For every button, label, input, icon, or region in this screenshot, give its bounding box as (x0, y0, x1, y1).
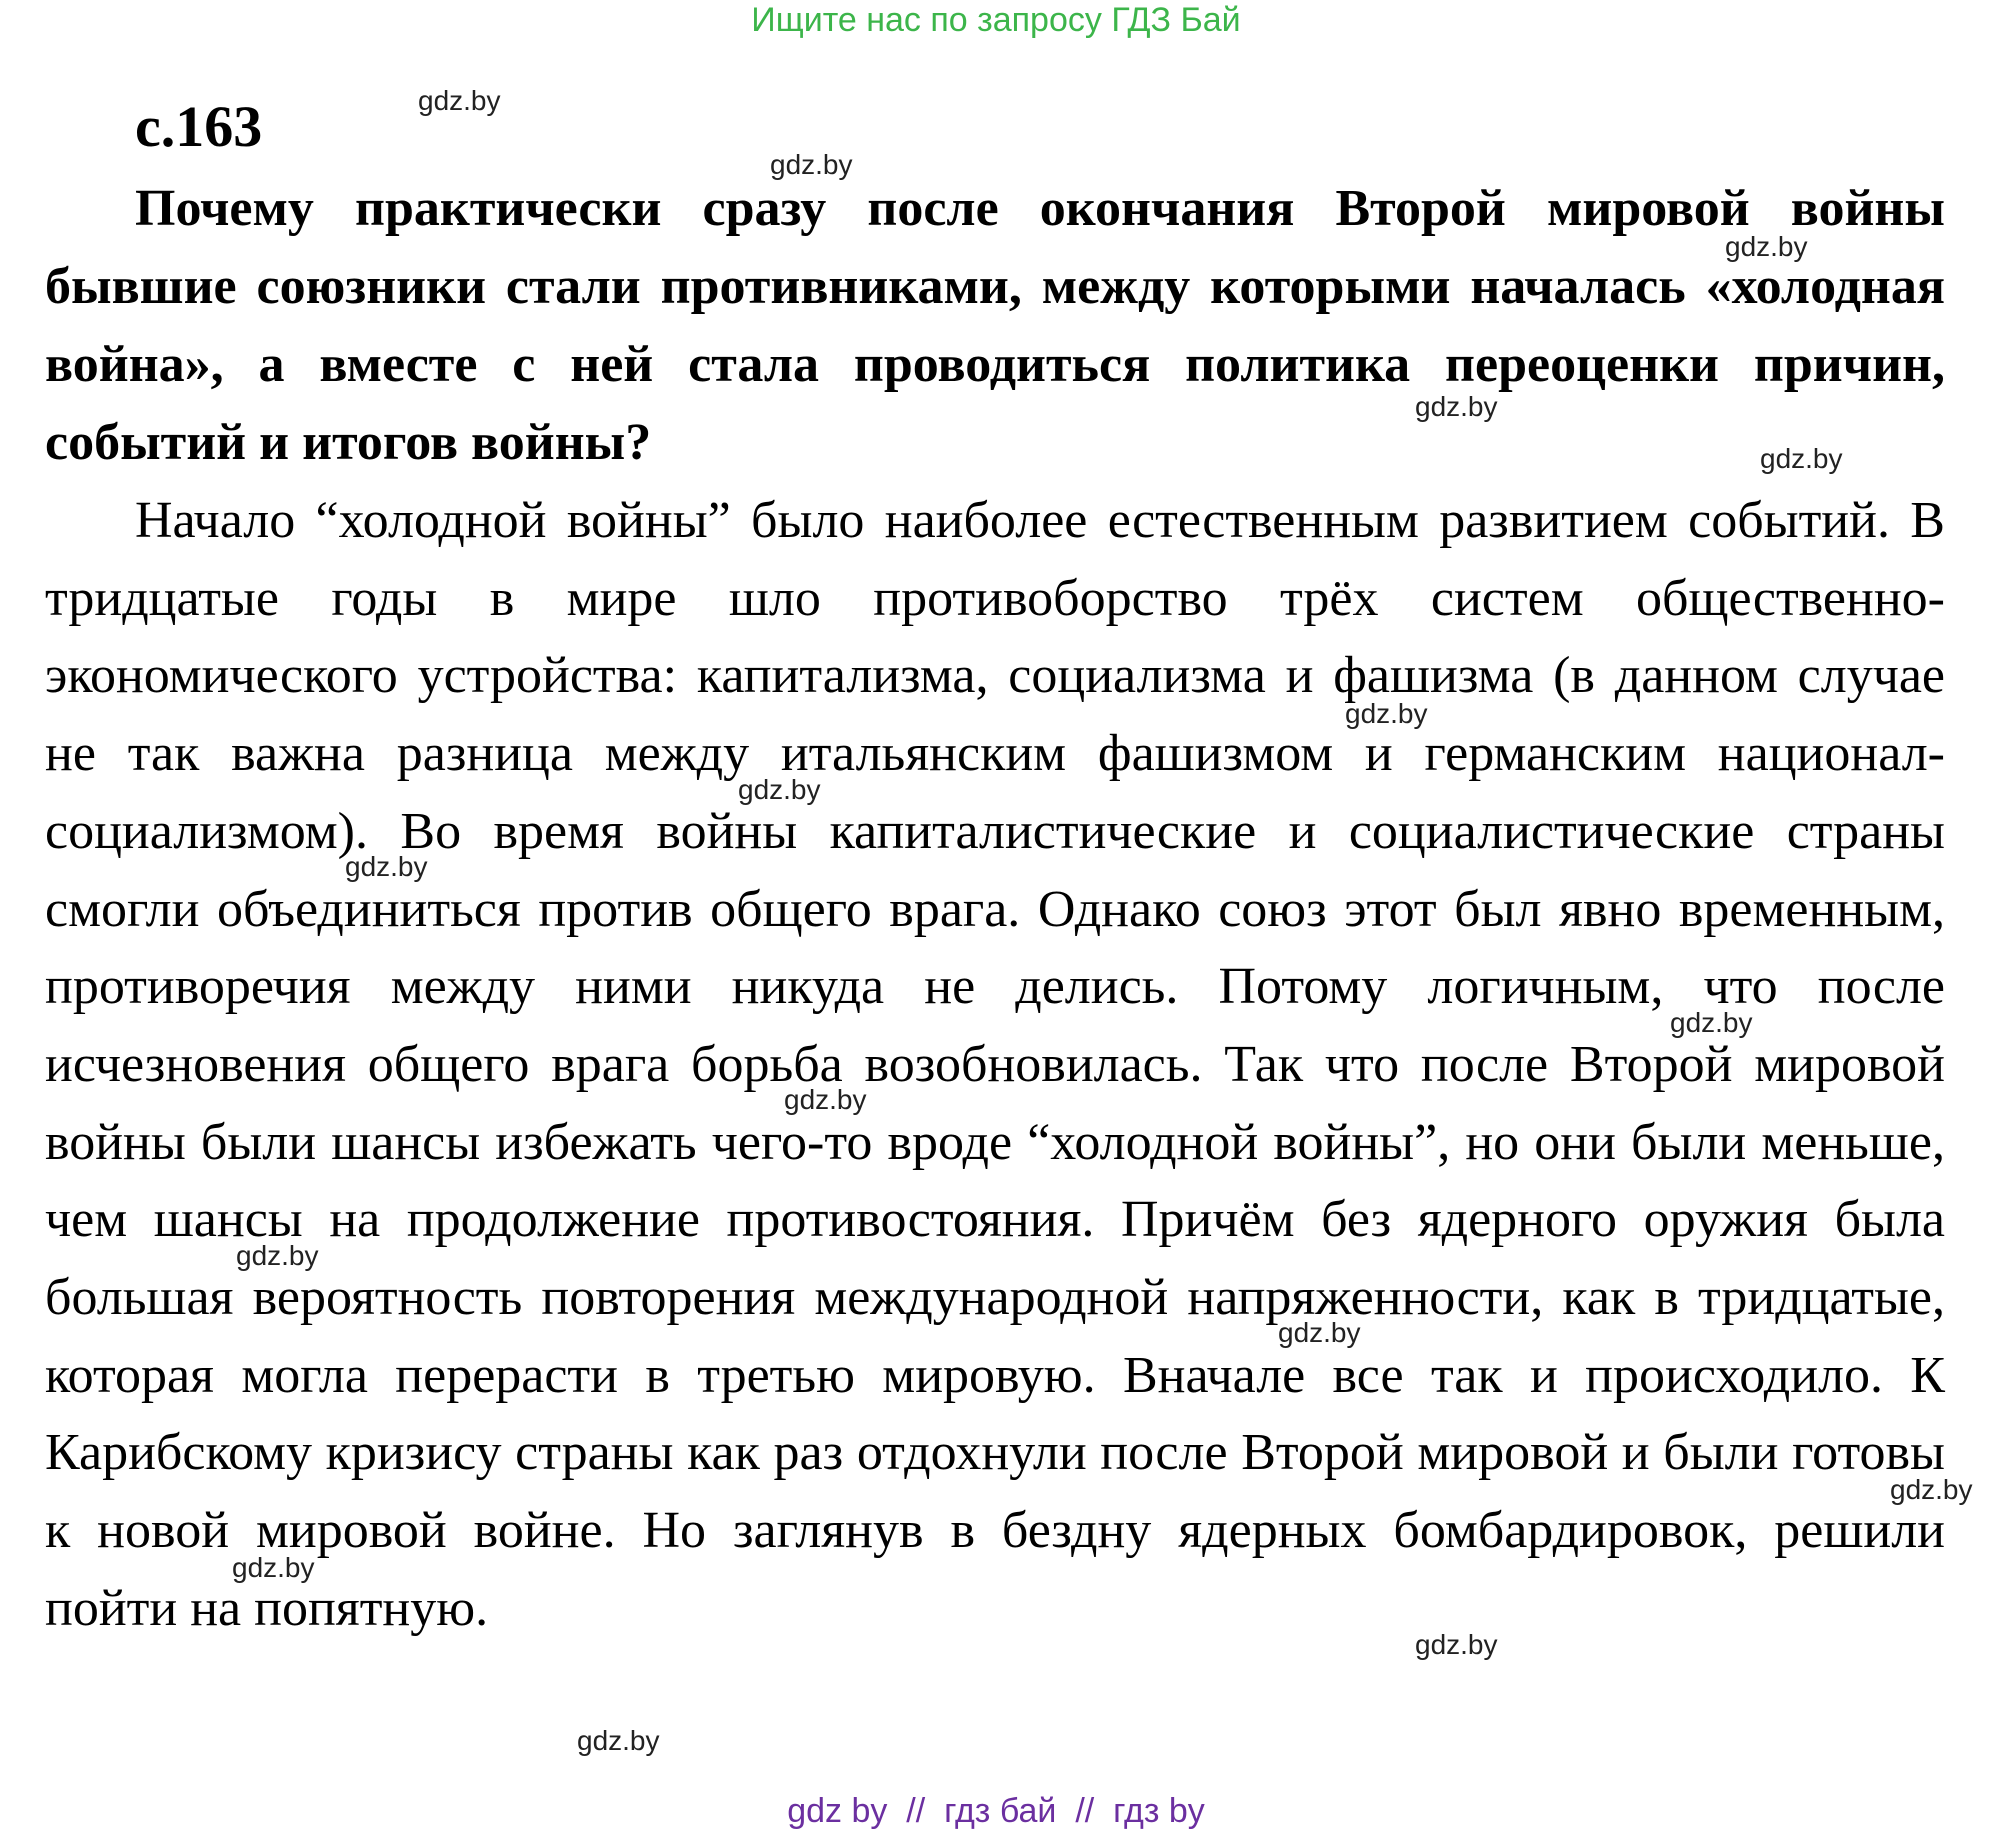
watermark: gdz.by (577, 1725, 660, 1756)
watermark: gdz.by (1345, 698, 1428, 729)
watermark: gdz.by (738, 774, 821, 805)
watermark: gdz.by (1415, 391, 1498, 422)
watermark: gdz.by (418, 85, 501, 116)
answer-text: Начало “холодной войны” было наиболее естественным развитием событий. В тридцатые годы в мире шло противоборство трёх систем общественно-экономического устройства: капитализма, социализма и фашизма (в данном случае не так важна разница между итальянским фашизмом и германским национал-социализмом). Во время войны капиталистические и социалистические страны смогли объединиться против общего врага. Однако союз этот был явно временным, противоречия между ними никуда не делись. Потому логичным, что после исчезновения общего врага борьба возобновилась. Так что после Второй мировой войны были шансы избежать чего-то вроде “холодной войны”, но они были меньше, чем шансы на продолжение противостояния. Причём без ядерного оружия была большая вероятность повторения международной напряженности, как в тридцатые, которая могла перерасти в третью мировую. Вначале все так и происходило. К Карибскому кризису страны как раз отдохнули после Второй мировой и были готовы к новой мировой войне. Но заглянув в бездну ядерных бомбардировок, решили пойти на попятную. (45, 492, 1945, 1637)
watermark: gdz.by (345, 851, 428, 882)
watermark: gdz.by (1890, 1474, 1973, 1505)
watermark: gdz.by (1670, 1007, 1753, 1038)
watermark: gdz.by (1725, 231, 1808, 262)
text-content (45, 170, 1945, 1648)
watermark: gdz.by (784, 1084, 867, 1115)
watermark: gdz.by (232, 1552, 315, 1583)
search-banner: Ищите нас по запросу ГДЗ Бай (751, 1, 1241, 39)
watermark: gdz.by (770, 149, 853, 180)
page-number: с.163 (135, 94, 263, 159)
watermark: gdz.by (1760, 443, 1843, 474)
question-text: Почему практически сразу после окончания Второй мировой войны бывшие союзники стали противниками, между которыми началась «холодная война», а вместе с ней стала проводиться политика переоценки причин, событий и итогов войны? (45, 180, 1945, 471)
watermark: gdz.by (1415, 1629, 1498, 1660)
footer-links: gdz by // гдз бай // гдз by (787, 1792, 1205, 1830)
watermark: gdz.by (1278, 1317, 1361, 1348)
watermark: gdz.by (236, 1240, 319, 1271)
